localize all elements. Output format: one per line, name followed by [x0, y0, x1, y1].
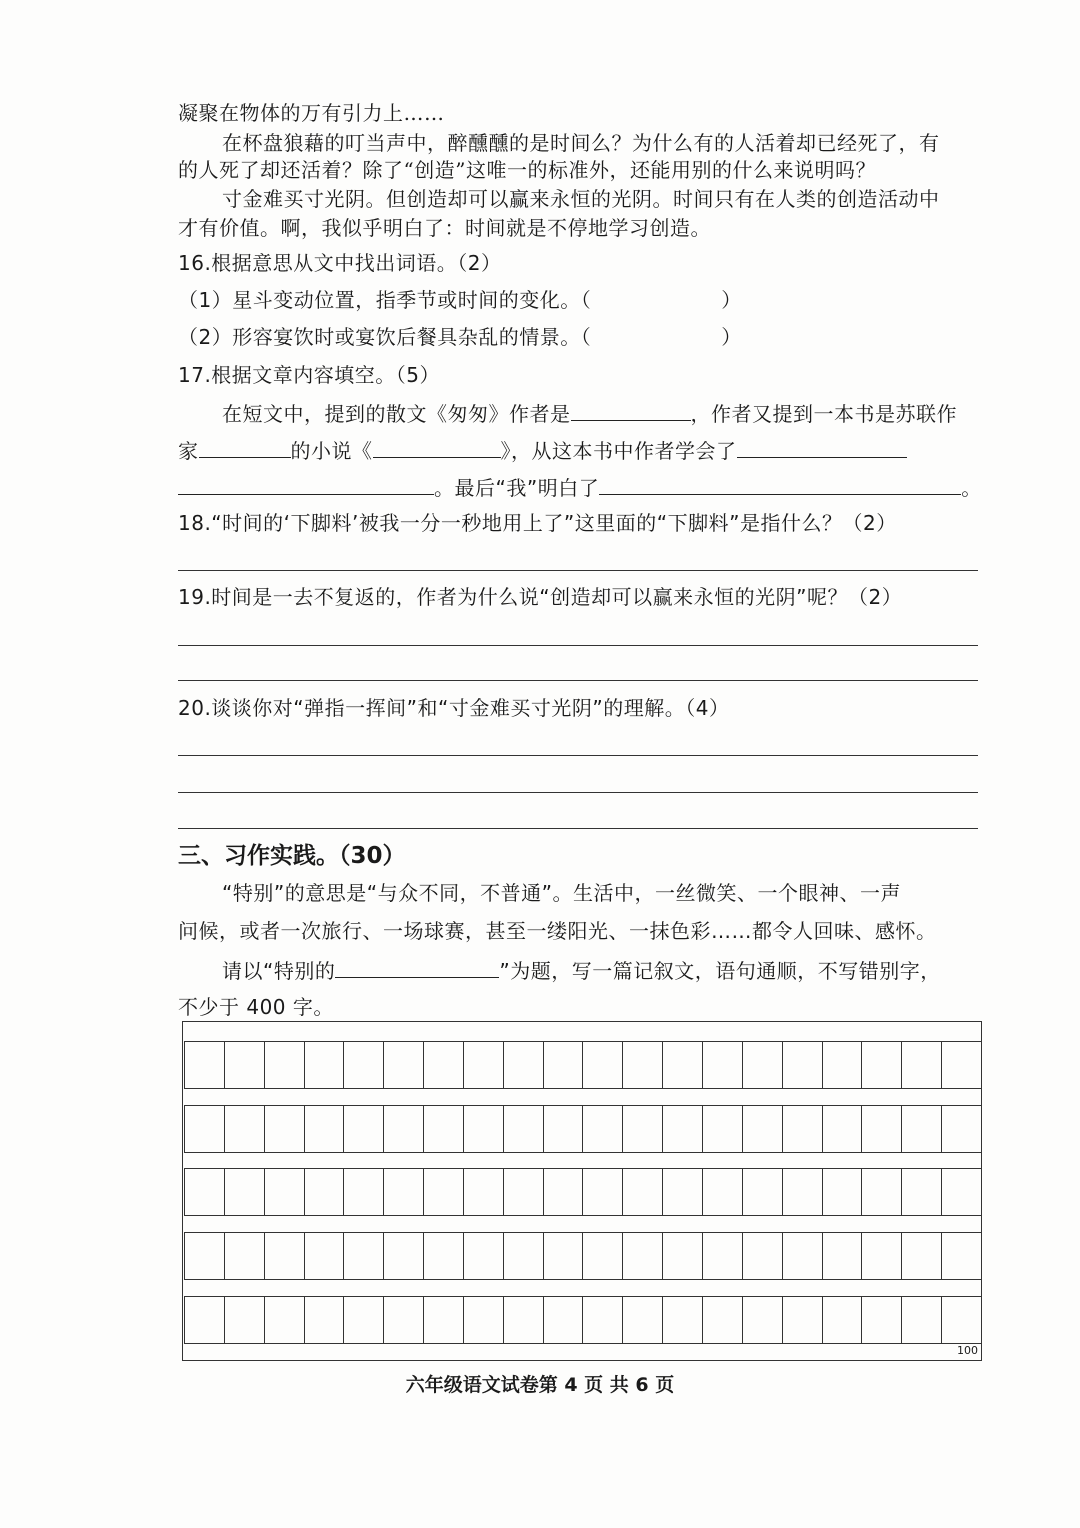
question-18-title: 18.“时间的‘下脚料’被我一分一秒地用上了”这里面的“下脚料”是指什么？（2） — [178, 511, 897, 535]
q17-text-g: 。 — [961, 476, 982, 500]
q17-text-a: 在短文中，提到的散文《匆匆》作者是 — [222, 402, 571, 426]
section-3-para-1: “特别”的意思是“与众不同，不普通”。生活中，一丝微笑、一个眼神、一声 — [222, 881, 901, 905]
q17-blank-novel[interactable] — [373, 437, 501, 458]
section-3-para-2: 问候，或者一次旅行、一场球赛，甚至一缕阳光、一抹色彩……都令人回味、感怀。 — [178, 919, 937, 943]
grid-character-count: 100 — [957, 1344, 978, 1357]
section-3-text-b: ”为题，写一篇记叙文，语句通顺，不写错别字， — [499, 959, 941, 983]
question-16-item-1-text: （1）星斗变动位置，指季节或时间的变化。（ — [178, 288, 592, 312]
passage-line-4: 寸金难买寸光阴。但创造却可以赢来永恒的光阴。时间只有在人类的创造活动中 — [222, 187, 940, 211]
passage-line-5: 才有价值。啊，我似乎明白了：时间就是不停地学习创造。 — [178, 216, 711, 240]
section-3-para-4: 不少于 400 字。 — [178, 995, 334, 1019]
q17-blank-writer[interactable] — [199, 437, 291, 458]
q17-blank-learned-2[interactable] — [178, 474, 434, 495]
q17-text-e: 》，从这本书中作者学会了 — [500, 439, 737, 463]
question-16-item-1-close: ） — [721, 288, 742, 312]
question-19-answer-line-2[interactable] — [178, 680, 978, 681]
question-18-answer-line-1[interactable] — [178, 570, 978, 571]
question-17-line-3 — [178, 474, 983, 501]
grid-row-1[interactable] — [184, 1041, 982, 1089]
grid-row-4[interactable] — [184, 1232, 982, 1280]
essay-title-blank[interactable] — [335, 957, 499, 978]
grid-row-5[interactable] — [184, 1296, 982, 1344]
question-16-item-2-close: ） — [721, 325, 742, 349]
question-19-title: 19.时间是一去不复返的，作者为什么说“创造却可以赢来永恒的光阴”呢？（2） — [178, 585, 903, 609]
question-20-answer-line-2[interactable] — [178, 792, 978, 793]
q17-text-c: 家 — [178, 439, 199, 463]
section-3-para-3 — [178, 957, 983, 984]
q17-text-b: ，作者又提到一本书是苏联作 — [690, 402, 957, 426]
question-16-title: 16.根据意思从文中找出词语。（2） — [178, 251, 502, 275]
q17-blank-author[interactable] — [571, 400, 691, 421]
question-16-item-2-text: （2）形容宴饮时或宴饮后餐具杂乱的情景。（ — [178, 325, 592, 349]
question-20-answer-line-1[interactable] — [178, 755, 978, 756]
passage-line-3: 的人死了却还活着？除了“创造”这唯一的标准外，还能用别的什么来说明吗？ — [178, 158, 876, 182]
passage-line-2: 在杯盘狼藉的叮当声中，醉醺醺的是时间么？为什么有的人活着却已经死了，有 — [222, 131, 940, 155]
question-19-answer-line-1[interactable] — [178, 645, 978, 646]
grid-row-2[interactable] — [184, 1105, 982, 1153]
q17-text-f: 。最后“我”明白了 — [434, 476, 600, 500]
q17-text-d: 的小说《 — [290, 439, 373, 463]
question-17-line-1 — [178, 400, 983, 427]
question-17-title: 17.根据文章内容填空。（5） — [178, 363, 441, 387]
section-3-text-a: 请以“特别的 — [222, 959, 336, 983]
question-16-item-2 — [178, 324, 983, 350]
page-footer: 六年级语文试卷第 4 页 共 6 页 — [405, 1374, 675, 1396]
q17-blank-learned-1[interactable] — [737, 437, 907, 458]
question-20-title: 20.谈谈你对“弹指一挥间”和“寸金难买寸光阴”的理解。（4） — [178, 696, 730, 720]
question-17-line-2 — [178, 437, 983, 464]
question-16-item-1 — [178, 287, 983, 313]
question-20-answer-line-3[interactable] — [178, 828, 978, 829]
q17-blank-understood[interactable] — [599, 474, 961, 495]
grid-row-3[interactable] — [184, 1168, 982, 1216]
passage-line-1: 凝聚在物体的万有引力上…… — [178, 101, 445, 125]
section-3-title: 三、习作实践。（30） — [178, 843, 406, 869]
